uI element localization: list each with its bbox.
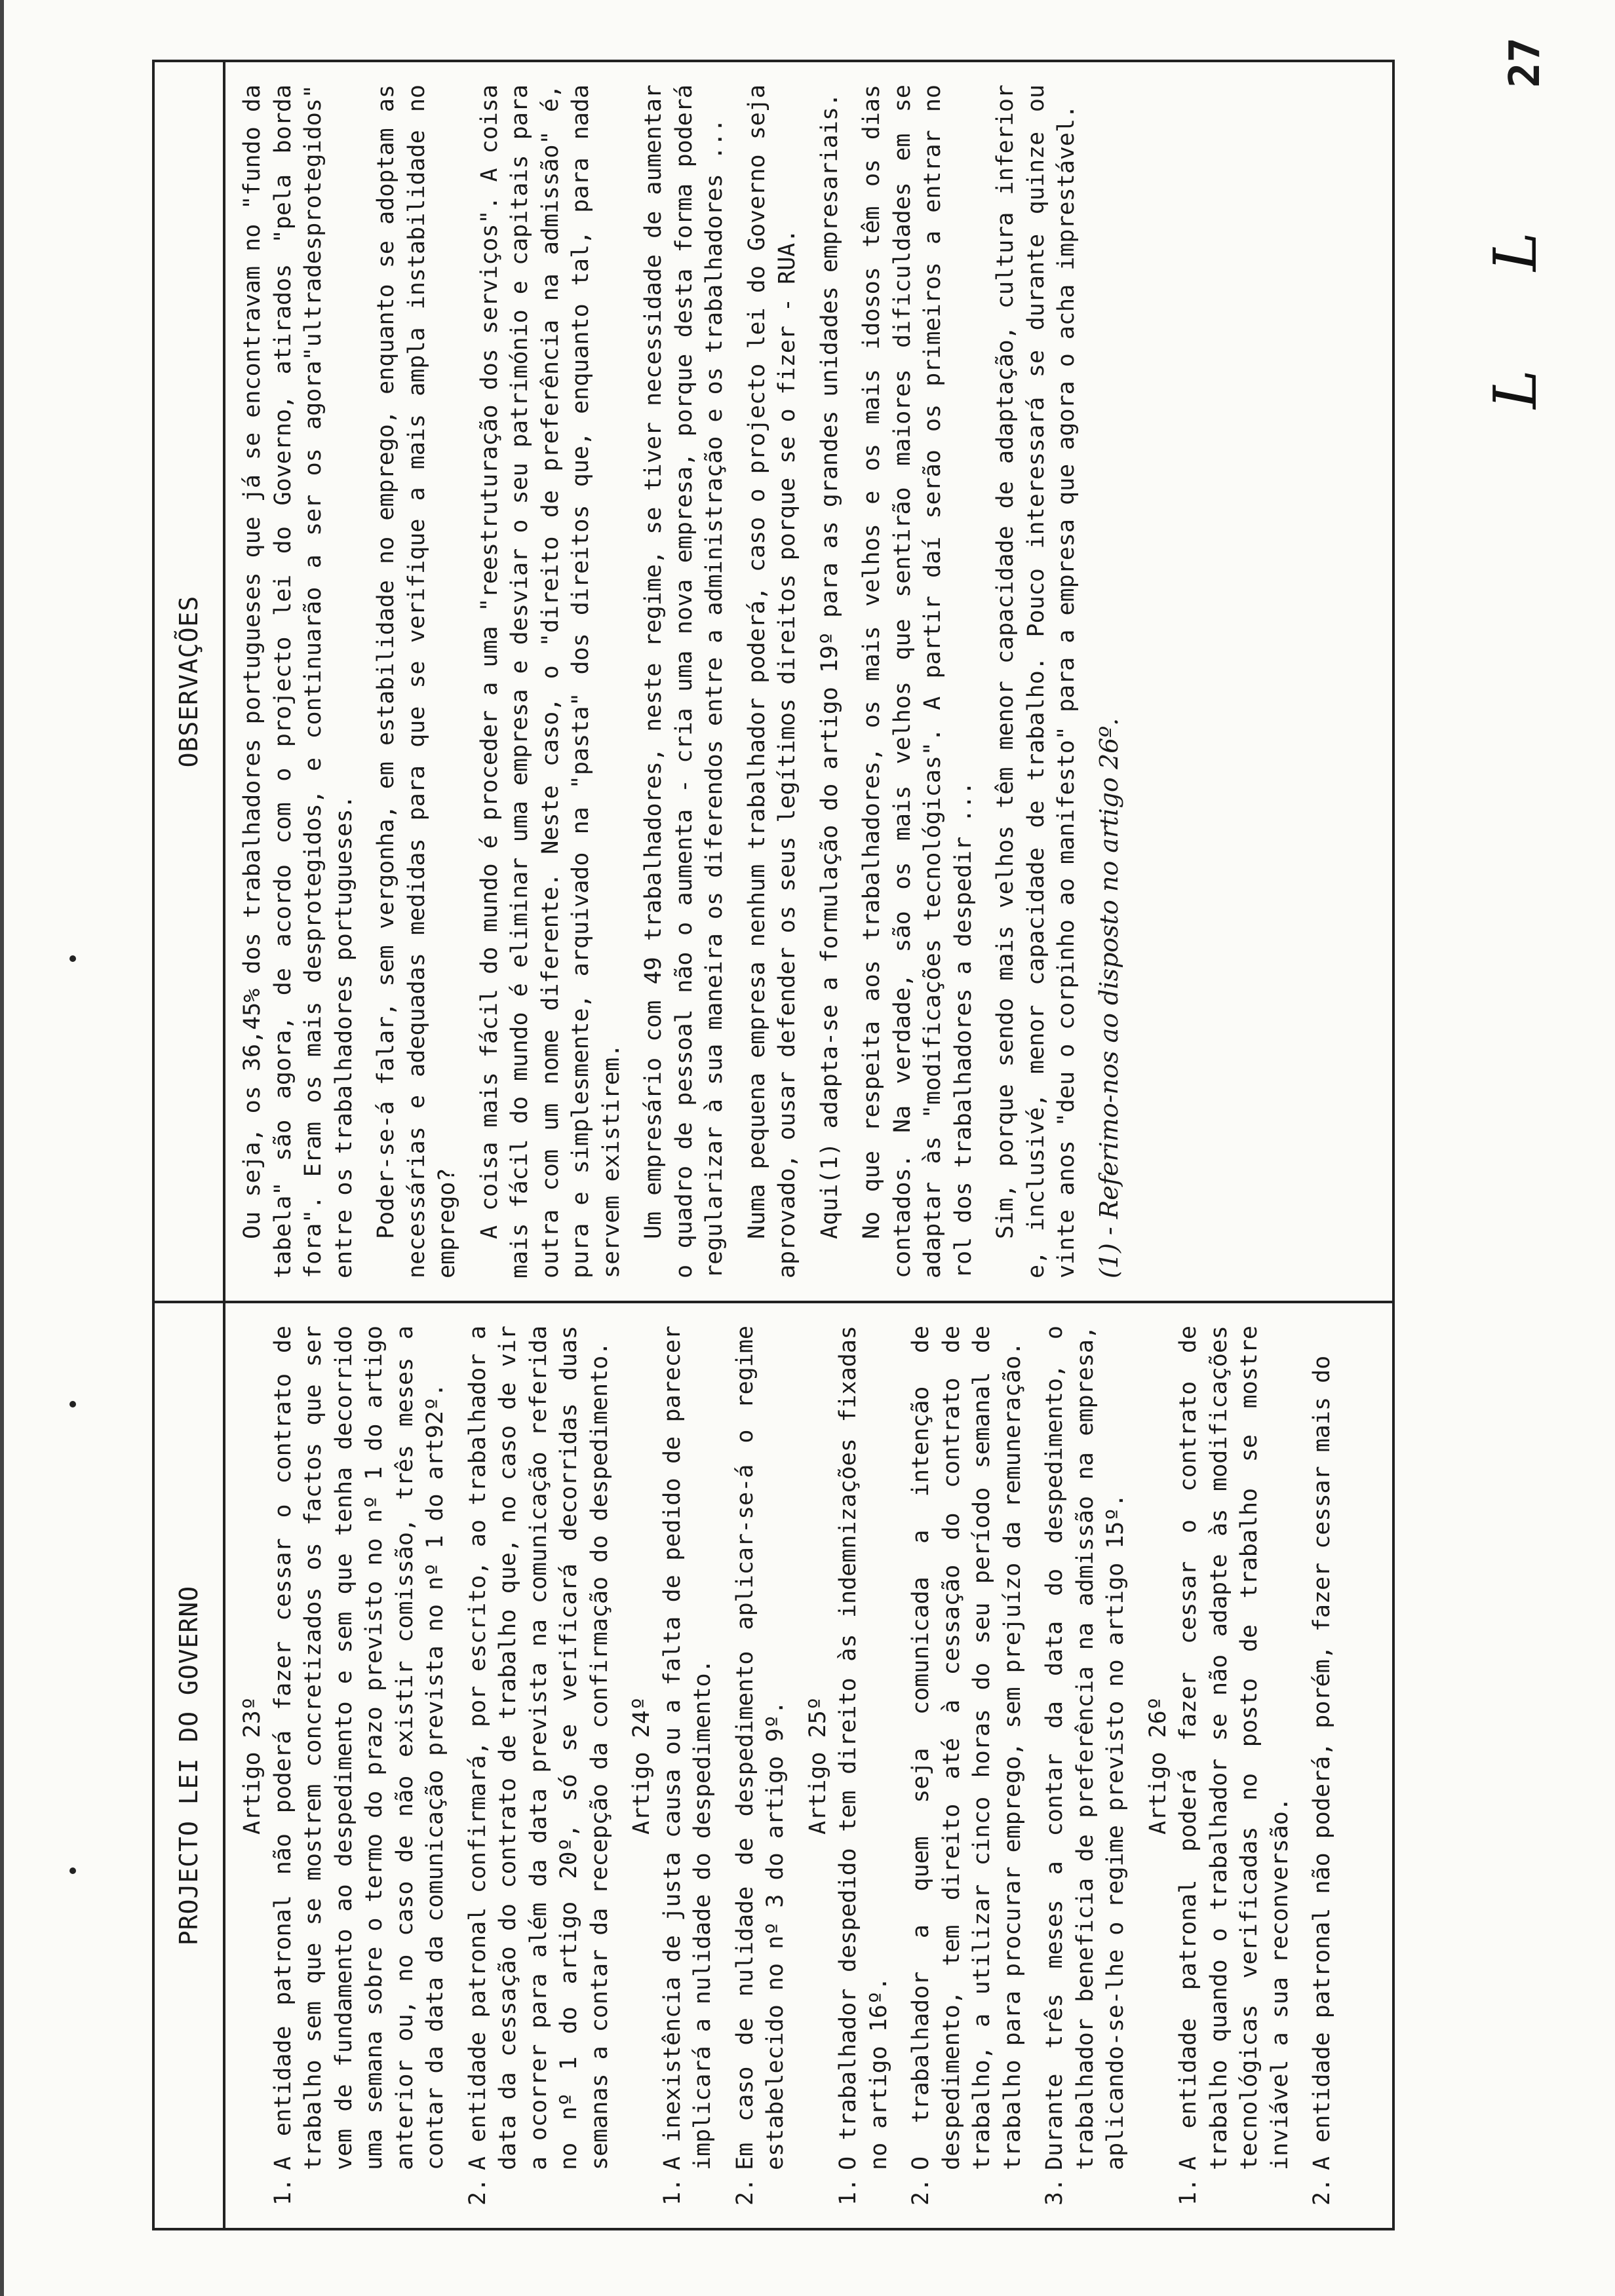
comparison-table xyxy=(152,60,1395,2230)
margin-mark: L xyxy=(1481,370,1550,409)
item-number: 1. xyxy=(1175,2177,1201,2206)
article-title: Artigo 26º xyxy=(1144,1696,1171,1835)
page-number: 27 xyxy=(1501,37,1549,88)
item-number: 3. xyxy=(1041,2177,1068,2206)
handwritten-footnote: (1) - Referimo-nos ao disposto no artigo 26º. xyxy=(1094,718,1123,1278)
article-item xyxy=(268,1326,451,2206)
observation-paragraph: Ou seja, os 36,45% dos trabalhadores portugueses que já se encontravam no "fundo da tabela" são agora, de acordo com o projecto lei do Governo, atirados "pela borda fora". Eram os mais desprotegidos, e continuarão a ser os agora"ultradesprotegidos" entre os trabalhadores portugueses. xyxy=(239,85,357,1278)
article-item xyxy=(730,1326,791,2206)
item-text: A inexistência de justa causa ou a falta de pedido de parecer implicará a nulidade do despedimento. xyxy=(659,1326,716,2170)
article-item xyxy=(657,1326,718,2206)
right-column-header: OBSERVAÇÕES xyxy=(155,62,225,1301)
item-text: Em caso de nulidade de despedimento aplicar-se-á o regime estabelecido no nº 3 do artigo 9º. xyxy=(731,1326,788,2170)
margin-mark: L xyxy=(1481,232,1550,271)
article-item xyxy=(906,1326,1028,2206)
article-item xyxy=(463,1326,615,2206)
article-item xyxy=(1307,1326,1338,2206)
item-number: 2. xyxy=(908,2177,934,2206)
left-column-header: PROJECTO LEI DO GOVERNO xyxy=(155,1303,225,2228)
item-number: 1. xyxy=(269,2177,296,2206)
item-text: O trabalhador despedido tem direito às indemnizações fixadas no artigo 16º. xyxy=(835,1326,892,2170)
item-text: Durante três meses a contar da data do despedimento, o trabalhador beneficia de preferência na admissão na empresa, aplicando-se-lhe o regime previsto no artigo 15º. xyxy=(1041,1326,1129,2170)
article-item xyxy=(833,1326,894,2206)
observation-paragraph: A coisa mais fácil do mundo é proceder a uma "reestruturação dos serviços". A coisa mais fácil do mundo é eliminar uma empresa e desviar o seu património e capitais para outra com um nome diferente. Neste caso, o "direito de preferência na admissão" é, pura e simplesmente, arquivado na "pasta" dos direitos que, enquanto tal, para nada servem existirem. xyxy=(476,85,625,1278)
item-number: 2. xyxy=(464,2177,491,2206)
item-number: 2. xyxy=(731,2177,758,2206)
observation-paragraph: Sim, porque sendo mais velhos têm menor capacidade de adaptação, cultura inferior e, inclusivé, menor capacidade de trabalho. Pouco interessará se durante quinze ou vinte anos "deu o corpinho ao manifesto" para a empresa que agora o acha imprestável. xyxy=(992,85,1080,1278)
right-column xyxy=(155,62,1392,1301)
left-column xyxy=(155,1301,1392,2228)
item-number: 2. xyxy=(1309,2177,1335,2206)
item-number: 1. xyxy=(835,2177,861,2206)
item-text: A entidade patronal não poderá, porém, fazer cessar mais do xyxy=(1309,1355,1335,2170)
observation-paragraph: No que respeita aos trabalhadores, os mais velhos e os mais idosos têm os dias contados. Na verdade, são os mais velhos que sentirão maiores dificuldades em se adaptar às "modificações tecnológicas". A partir daí serão os primeiros a entrar no rol dos trabalhadores a despedir ... xyxy=(859,85,977,1278)
article-item xyxy=(1040,1326,1131,2206)
observation-paragraph: Aqui(1) adapta-se a formulação do artigo 19º para as grandes unidades empresariais. xyxy=(816,93,843,1239)
observation-paragraph: Poder-se-á falar, sem vergonha, em estabilidade no emprego, enquanto se adoptam as necessárias e adequadas medidas para que se verifique a mais ampla instabilidade no emprego? xyxy=(373,85,460,1278)
item-text: O trabalhador a quem seja comunicada a intenção de despedimento, tem direito até à cessação do contrato de trabalho, a utilizar cinco horas do seu período semanal de trabalho para procurar emprego, sem prejuízo da remuneração. xyxy=(908,1326,1026,2170)
item-text: A entidade patronal não poderá fazer cessar o contrato de trabalho sem que se mostrem concretizados os factos que ser vem de fundamento ao despedimento e sem que tenha decorrido uma semana sobre o termo do prazo previsto no nº 1 do artigo anterior ou, no caso de não existir comissão, três meses a contar da data da comunicação prevista no nº 1 do art92º. xyxy=(269,1326,448,2170)
item-number: 1. xyxy=(659,2177,686,2206)
article-item xyxy=(1173,1326,1295,2206)
article-title: Artigo 24º xyxy=(629,1696,655,1835)
article-title: Artigo 25º xyxy=(804,1696,831,1835)
item-text: A entidade patronal confirmará, por escrito, ao trabalhador a data da cessação do contrato de trabalho que, no caso de vir a ocorrer para além da data prevista na comunicação referida no nº 1 do artigo 20º, só se verificará decorridas duas semanas a contar da recepção da confirmação do despedimento. xyxy=(464,1326,613,2170)
item-text: A entidade patronal poderá fazer cessar o contrato de trabalho quando o trabalhador se não adapte às modificações tecnológicas verificadas no posto de trabalho se mostre inviável a sua reconversão. xyxy=(1175,1326,1293,2170)
observation-paragraph: Um empresário com 49 trabalhadores, neste regime, se tiver necessidade de aumentar o quadro de pessoal não o aumenta - cria uma nova empresa, porque desta forma poderá regularizar à sua maneira os diferendos entre a administração e os trabalhadores ... xyxy=(640,85,728,1278)
left-column-body xyxy=(225,1303,1338,2228)
article-title: Artigo 23º xyxy=(239,1696,265,1835)
observation-paragraph: Numa pequena empresa nenhum trabalhador poderá, caso o projecto lei do Governo seja aprovado, ousar defender os seus legítimos direitos porque se o fizer - RUA. xyxy=(743,85,800,1278)
right-column-body xyxy=(225,62,1124,1301)
